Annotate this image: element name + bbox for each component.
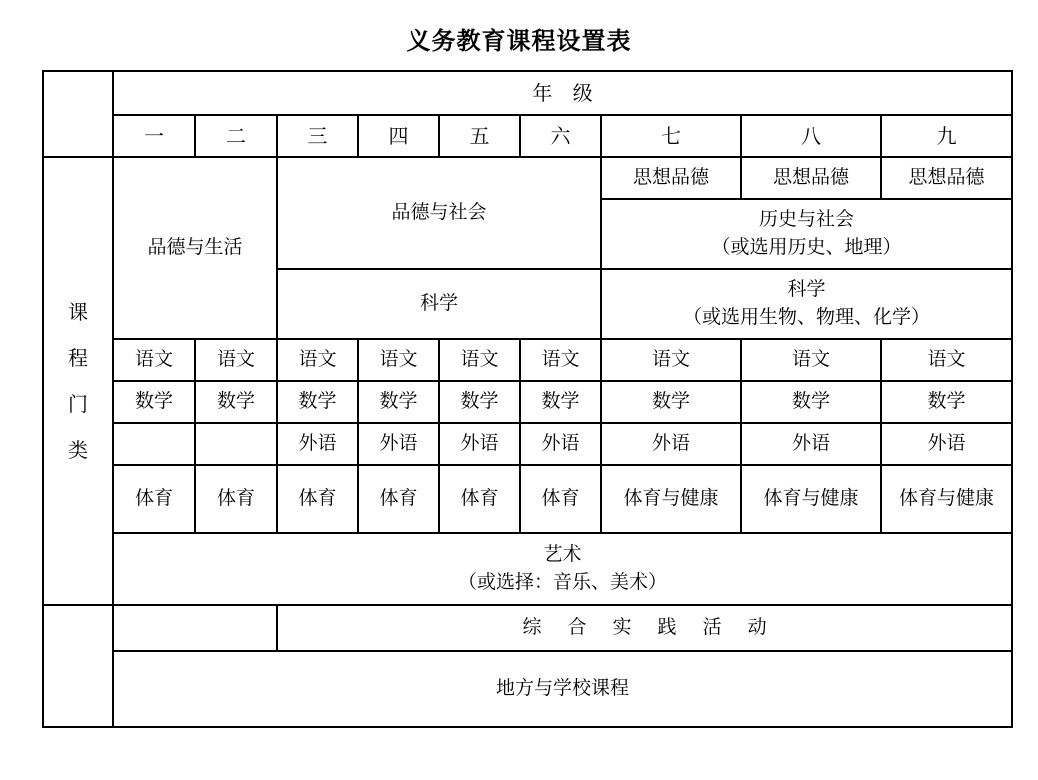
table-row-grade-title xyxy=(43,71,1012,115)
grade-col-header-8: 八 xyxy=(741,115,881,157)
grade-col-header-4: 四 xyxy=(358,115,439,157)
grade-col-header-1: 一 xyxy=(113,115,195,157)
grade-col-header-5: 五 xyxy=(439,115,520,157)
cell-pe-g5: 体育 xyxy=(439,465,520,533)
cell-ideology-morality-g8: 思想品德 xyxy=(741,157,881,199)
curriculum-table-container xyxy=(42,70,1010,728)
cell-pe-g7: 体育与健康 xyxy=(601,465,741,533)
cell-chinese-g8: 语文 xyxy=(741,339,881,381)
table-row-grade-numbers xyxy=(43,115,1012,157)
side-label-stack xyxy=(47,160,109,602)
cell-math-g3: 数学 xyxy=(277,381,358,423)
cell-foreign-g3: 外语 xyxy=(277,423,358,465)
science-secondary-line-2: （或选用生物、物理、化学） xyxy=(683,306,931,328)
cell-math-g8: 数学 xyxy=(741,381,881,423)
cell-math-g6: 数学 xyxy=(520,381,601,423)
table-row-art xyxy=(43,533,1012,605)
curriculum-table xyxy=(42,70,1013,728)
grade-col-header-6: 六 xyxy=(520,115,601,157)
cell-math-g5: 数学 xyxy=(439,381,520,423)
grade-col-header-9: 九 xyxy=(881,115,1012,157)
cell-chinese-g2: 语文 xyxy=(195,339,277,381)
cell-science-secondary xyxy=(601,269,1012,339)
grade-col-header-3: 三 xyxy=(277,115,358,157)
cell-foreign-g7: 外语 xyxy=(601,423,741,465)
corner-blank-cell xyxy=(43,71,113,157)
cell-pe-g2: 体育 xyxy=(195,465,277,533)
page-title: 义务教育课程设置表 xyxy=(406,27,632,55)
science-secondary-line-1: 科学 xyxy=(787,278,826,301)
cell-math-g9: 数学 xyxy=(881,381,1012,423)
cell-math-g7: 数学 xyxy=(601,381,741,423)
table-row-foreign-language xyxy=(43,423,1012,465)
cell-ideology-morality-g7: 思想品德 xyxy=(601,157,741,199)
cell-pe-g3: 体育 xyxy=(277,465,358,533)
cell-moral-and-life: 品德与生活 xyxy=(113,157,277,339)
cell-local-school-curriculum: 地方与学校课程 xyxy=(113,651,1012,727)
cell-pe-g4: 体育 xyxy=(358,465,439,533)
side-label-course-categories xyxy=(43,157,113,605)
cell-foreign-g5: 外语 xyxy=(439,423,520,465)
side-label-char-3: 门 xyxy=(68,392,88,416)
cell-comprehensive-practice: 综 合 实 践 活 动 xyxy=(277,605,1012,651)
side-label-char-4: 类 xyxy=(68,438,88,462)
cell-foreign-g1 xyxy=(113,423,195,465)
cell-pe-g8: 体育与健康 xyxy=(741,465,881,533)
art-line-1: 艺术 xyxy=(543,543,582,566)
cell-ideology-morality-g9: 思想品德 xyxy=(881,157,1012,199)
cell-chinese-g6: 语文 xyxy=(520,339,601,381)
table-row-math xyxy=(43,381,1012,423)
cell-practice-blank-g1-g2 xyxy=(113,605,277,651)
cell-foreign-g2 xyxy=(195,423,277,465)
table-row-physical-education xyxy=(43,465,1012,533)
cell-pe-g6: 体育 xyxy=(520,465,601,533)
side-label-char-1: 课 xyxy=(68,300,88,324)
cell-art xyxy=(113,533,1012,605)
cell-chinese-g1: 语文 xyxy=(113,339,195,381)
cell-math-g4: 数学 xyxy=(358,381,439,423)
art-line-2: （或选择：音乐、美术） xyxy=(458,571,668,593)
cell-chinese-g9: 语文 xyxy=(881,339,1012,381)
side-label-char-2: 程 xyxy=(68,346,88,370)
side-label-blank-lower xyxy=(43,605,113,727)
cell-moral-and-society: 品德与社会 xyxy=(277,157,601,269)
table-row-chinese xyxy=(43,339,1012,381)
cell-chinese-g7: 语文 xyxy=(601,339,741,381)
cell-chinese-g4: 语文 xyxy=(358,339,439,381)
cell-foreign-g4: 外语 xyxy=(358,423,439,465)
cell-chinese-g5: 语文 xyxy=(439,339,520,381)
history-society-line-2: （或选用历史、地理） xyxy=(711,236,902,258)
table-row-comprehensive-practice xyxy=(43,605,1012,651)
grade-header-cell: 年 级 xyxy=(113,71,1012,115)
cell-chinese-g3: 语文 xyxy=(277,339,358,381)
cell-science-primary: 科学 xyxy=(277,269,601,339)
cell-math-g2: 数学 xyxy=(195,381,277,423)
grade-col-header-2: 二 xyxy=(195,115,277,157)
table-row-local-school-curriculum xyxy=(43,651,1012,727)
cell-pe-g1: 体育 xyxy=(113,465,195,533)
cell-foreign-g8: 外语 xyxy=(741,423,881,465)
cell-math-g1: 数学 xyxy=(113,381,195,423)
history-society-line-1: 历史与社会 xyxy=(759,208,855,231)
cell-foreign-g9: 外语 xyxy=(881,423,1012,465)
cell-pe-g9: 体育与健康 xyxy=(881,465,1012,533)
cell-history-and-society xyxy=(601,199,1012,269)
table-row-moral-character xyxy=(43,157,1012,199)
grade-col-header-7: 七 xyxy=(601,115,741,157)
cell-foreign-g6: 外语 xyxy=(520,423,601,465)
